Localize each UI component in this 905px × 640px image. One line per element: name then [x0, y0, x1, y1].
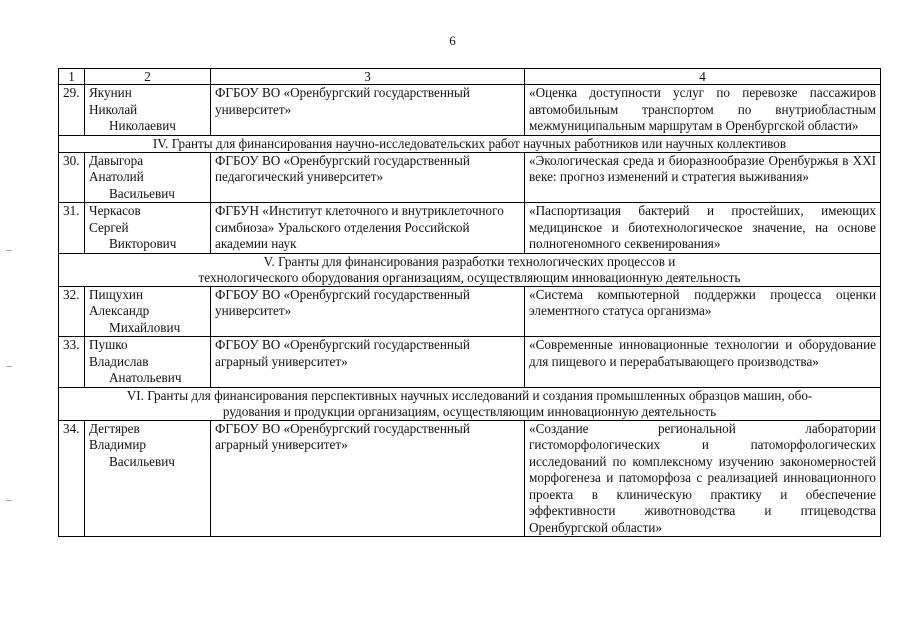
page-number: 6	[449, 33, 456, 48]
section-heading-line: VI. Гранты для финансирования перспективных научных исследований и создания промышленных образцов машин, обо-	[126, 387, 813, 403]
table-row	[59, 203, 881, 254]
row-number: 29.	[59, 85, 85, 136]
grants-table	[58, 68, 881, 537]
surname: Пушко	[89, 337, 128, 352]
patronymic: Анатольевич	[109, 370, 182, 385]
row-number: 34.	[59, 420, 85, 537]
section-heading	[59, 387, 881, 420]
project-theme: «Современные инновационные технологии и оборудование для пищевого и перерабатывающего производства»	[525, 337, 881, 388]
section-heading-line: рудования и продукции организациям, осуществляющим инновационную деятельность	[222, 403, 717, 419]
column-header-2: 2	[85, 69, 211, 85]
section-heading	[59, 253, 881, 286]
section-row	[59, 135, 881, 152]
organization: ФГБОУ ВО «Оренбургский государственный педагогический университет»	[211, 152, 525, 203]
first-name: Сергей	[89, 219, 129, 235]
scan-margin-mark	[6, 250, 12, 251]
first-name: Александр	[89, 303, 150, 318]
first-name: Владислав	[89, 353, 149, 369]
table-row	[59, 85, 881, 136]
project-theme: «Создание региональной лаборатории гистоморфологических и патоморфологических исследований по комплексному изучению закономерностей морфогенеза и патоморфоза с реализацией инновационного проекта в клиническую практику и обеспечение эффективности животноводства и птицеводства Оренбургской области»	[525, 420, 881, 537]
project-theme: «Паспортизация бактерий и простейших, имеющих медицинское и биотехнологическое значение, на основе полногеномного секвенирования»	[525, 203, 881, 254]
patronymic: Михайлович	[109, 319, 181, 335]
column-header-1: 1	[59, 69, 85, 85]
surname: Якунин	[89, 85, 132, 100]
person-name	[85, 420, 211, 537]
patronymic: Васильевич	[109, 185, 175, 201]
section-heading-line: V. Гранты для финансирования разработки технологических процессов и	[263, 253, 676, 269]
table-row	[59, 420, 881, 537]
patronymic: Васильевич	[109, 453, 175, 469]
row-number: 30.	[59, 152, 85, 203]
person-name	[85, 337, 211, 388]
person-name	[85, 152, 211, 203]
row-number: 33.	[59, 337, 85, 388]
column-header-row	[59, 69, 881, 85]
patronymic: Николаевич	[109, 118, 176, 133]
surname: Давыгора	[89, 152, 144, 168]
patronymic: Викторович	[109, 236, 177, 251]
section-row	[59, 253, 881, 286]
scan-margin-mark	[6, 500, 12, 501]
surname: Пищухин	[89, 286, 144, 302]
table-row	[59, 152, 881, 203]
organization: ФГБОУ ВО «Оренбургский государственный университет»	[211, 85, 525, 136]
first-name: Николай	[89, 101, 138, 117]
surname: Черкасов	[89, 203, 141, 218]
organization: ФГБОУ ВО «Оренбургский государственный аграрный университет»	[211, 337, 525, 388]
person-name	[85, 286, 211, 337]
surname: Дегтярев	[89, 420, 140, 436]
person-name	[85, 85, 211, 136]
first-name: Владимир	[89, 437, 146, 452]
section-heading-line: IV. Гранты для финансирования научно-исследовательских работ научных работников или научных коллективов	[152, 135, 787, 151]
person-name	[85, 203, 211, 254]
row-number: 31.	[59, 203, 85, 254]
organization: ФГБОУ ВО «Оренбургский государственный университет»	[211, 286, 525, 337]
section-heading	[59, 135, 881, 152]
row-number: 32.	[59, 286, 85, 337]
project-theme: «Оценка доступности услуг по перевозке пассажиров автомобильным транспортом по внутриобластным межмуниципальным маршрутам в Оренбургской области»	[525, 85, 881, 136]
section-row	[59, 387, 881, 420]
organization: ФГБУН «Институт клеточного и внутриклеточного симбиоза» Уральского отделения Российской академии наук	[211, 203, 525, 254]
table-row	[59, 337, 881, 388]
scan-margin-mark	[6, 366, 12, 367]
project-theme: «Система компьютерной поддержки процесса оценки элементного статуса организма»	[525, 286, 881, 337]
first-name: Анатолий	[89, 169, 144, 184]
column-header-4: 4	[525, 69, 881, 85]
project-theme: «Экологическая среда и биоразнообразие Оренбуржья в XXI веке: прогноз изменений и стратегия выживания»	[525, 152, 881, 203]
table-row	[59, 286, 881, 337]
column-header-3: 3	[211, 69, 525, 85]
organization: ФГБОУ ВО «Оренбургский государственный аграрный университет»	[211, 420, 525, 537]
section-heading-line: технологического оборудования организациям, осуществляющим инновационную деятельность	[198, 269, 741, 285]
